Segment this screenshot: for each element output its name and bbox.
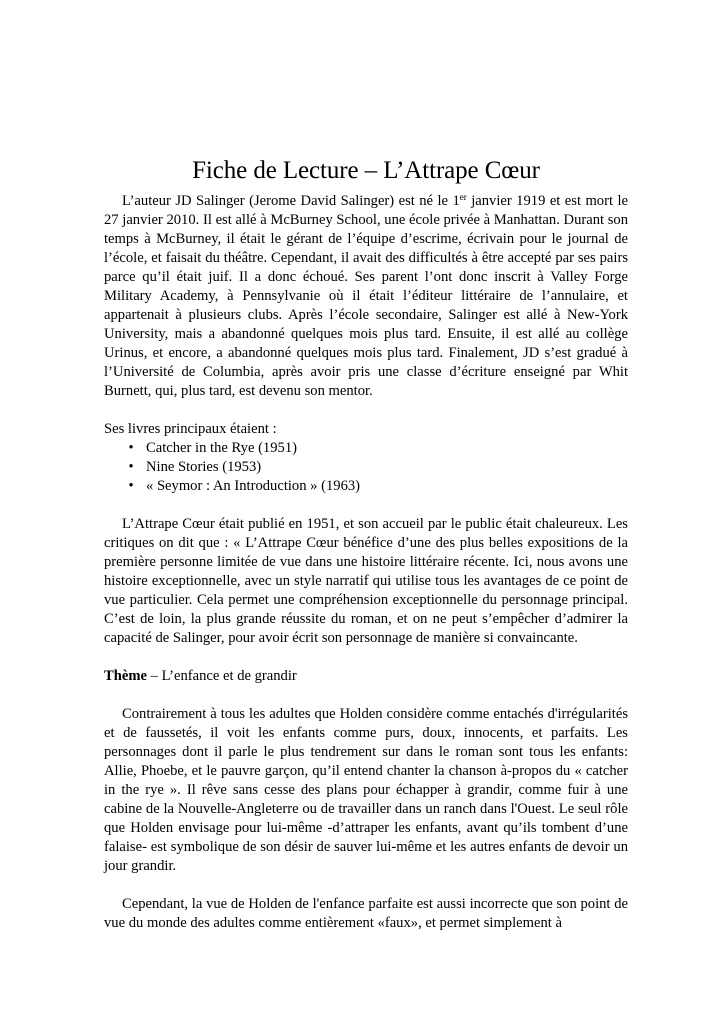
intro-text-part1: L’auteur JD Salinger (Jerome David Salinger) est né le 1 <box>122 193 460 209</box>
list-item <box>124 439 628 458</box>
books-intro: Ses livres principaux étaient : <box>104 421 277 437</box>
theme-label: Thème <box>104 668 147 684</box>
book-title: Nine Stories (1953) <box>146 459 262 475</box>
document-body <box>104 155 628 933</box>
theme-paragraph-2: Cependant, la vue de Holden de l'enfance parfaite est aussi incorrecte que son point de vue du monde des adultes comme entièrement «faux», et permet simplement à <box>104 896 628 931</box>
theme-paragraph-1: Contrairement à tous les adultes que Holden considère comme entachés d'irrégularités et de faussetés, il voit les enfants comme purs, doux, innocents, et parfaits. Les personnages dont il parle le plus tendrement sur dans le roman sont tous les enfants: Allie, Phoebe, et le pauvre garçon, qu’il entend chanter la chanson à-propos du « catcher in the rye ». Il rêve sans cesse des plans pour échapper à grandir, comme fuir à une cabine de la Nouvelle-Angleterre ou de travailler dans un ranch dans l'Ouest. Le seul rôle que Holden envisage pour lui-même -d’attraper les enfants, avant qu’ils tombent d’une falaise- est symbolique de son désir de sauver lui-même et les autres enfants de devoir un jour grandir. <box>104 706 628 874</box>
list-item <box>124 477 628 496</box>
bullet-icon: • <box>128 478 134 494</box>
intro-text-part2: janvier 1919 et est mort le 27 janvier 2010. Il est allé à McBurney School, une école privée à Manhattan. Durant son temps à McBurney, il était le gérant de l’équipe d’escrime, écrivain pour le journal de l’école, et faisait du théâtre. Cependant, il avait des difficultés à être accepté par ses pairs parce qu’il était juif. Il a donc échoué. Ses parent l’ont donc inscrit à Valley Forge Military Academy, à Pennsylvanie où il était l’éditeur littéraire de l’annulaire, et appartenait à plusieurs clubs. Après l’école secondaire, Salinger est allé à New-York University, mais a abandonné quelques mois plus tard. Ensuite, il est allé au collège Urinus, et encore, a abandonné quelques mois plus tard. Finalement, JD s’est gradué à l’Université de Columbia, après avoir pris une classe d’écriture enseigné par Whit Burnett, qui, plus tard, est devenu son mentor. <box>104 193 628 399</box>
theme-text: – L’enfance et de grandir <box>146 668 297 684</box>
bullet-icon: • <box>128 459 134 475</box>
reception-paragraph: L’Attrape Cœur était publié en 1951, et son accueil par le public était chaleureux. Les critiques on dit que : « L’Attrape Cœur bénéfice d’une des plus belles expositions de la première personne limitée de vue dans une histoire littéraire récente. Ici, nous avons une histoire exceptionnelle, avec un style narratif qui utilise tous les avantages de ce point de vue particulier. Cela permet une compréhension exceptionnelle du personnage principal. C’est de loin, la plus grande réussite du roman, et on ne peut s’empêcher d’admirer la capacité de Salinger, pour avoir écrit son personnage de manière si convaincante. <box>104 516 628 646</box>
paragraph-spacer <box>104 496 628 515</box>
intro-paragraph <box>104 192 628 401</box>
book-title: « Seymor : An Introduction » (1963) <box>146 478 361 494</box>
paragraph-spacer <box>104 876 628 895</box>
theme-heading <box>104 667 628 686</box>
bullet-icon: • <box>128 440 134 456</box>
list-item <box>124 458 628 477</box>
document-title: Fiche de Lecture – L’Attrape Cœur <box>192 157 540 184</box>
intro-superscript: er <box>459 192 467 202</box>
paragraph-spacer <box>104 686 628 705</box>
book-title: Catcher in the Rye (1951) <box>146 440 297 456</box>
paragraph-spacer <box>104 401 628 420</box>
books-list <box>104 439 628 496</box>
paragraph-spacer <box>104 648 628 667</box>
